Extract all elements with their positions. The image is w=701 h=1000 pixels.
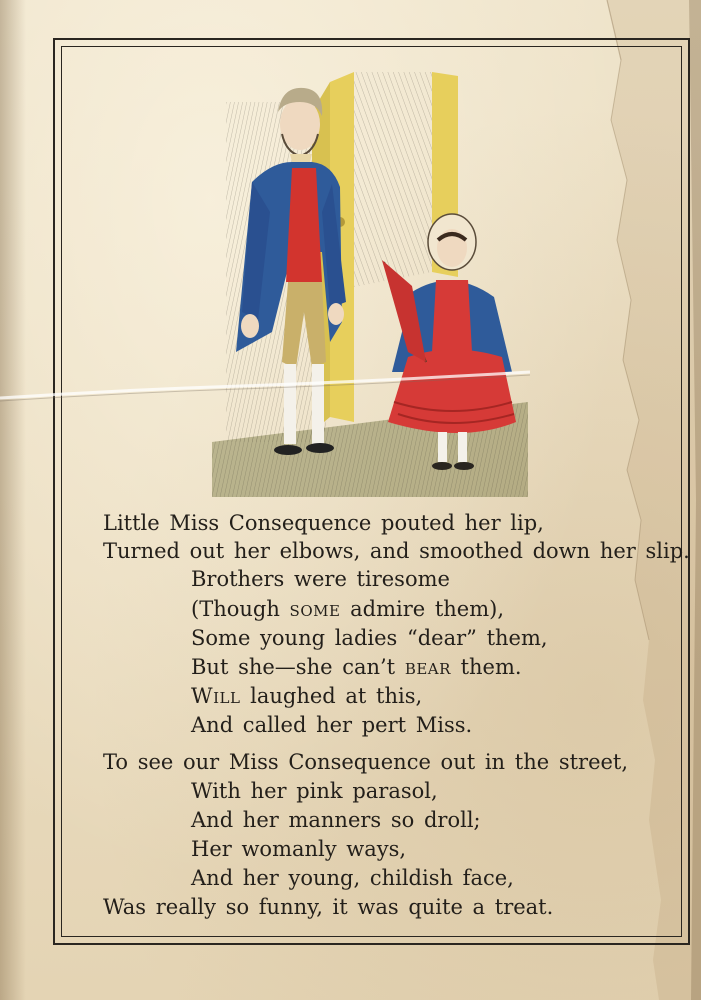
poem-line: (Though some admire them), bbox=[191, 597, 505, 621]
poem-line: Will laughed at this, bbox=[191, 684, 423, 708]
poem-line: Little Miss Consequence pouted her lip, bbox=[103, 511, 544, 535]
poem-line: And called her pert Miss. bbox=[191, 713, 473, 737]
poem-line: Was really so funny, it was quite a treat. bbox=[103, 895, 554, 919]
poem-line: Her womanly ways, bbox=[191, 837, 407, 861]
poem-line: Some young ladies “dear” them, bbox=[191, 626, 548, 650]
poem-line: With her pink parasol, bbox=[191, 779, 438, 803]
poem-line: And her manners so droll; bbox=[191, 808, 481, 832]
poem-line: To see our Miss Consequence out in the street, bbox=[103, 750, 629, 774]
poem-line: Turned out her elbows, and smoothed down her slip. bbox=[103, 539, 690, 563]
poem-line: But she—she can’t bear them. bbox=[191, 655, 522, 679]
poem-line: And her young, childish face, bbox=[191, 866, 514, 890]
poem-line: Brothers were tiresome bbox=[191, 567, 450, 591]
